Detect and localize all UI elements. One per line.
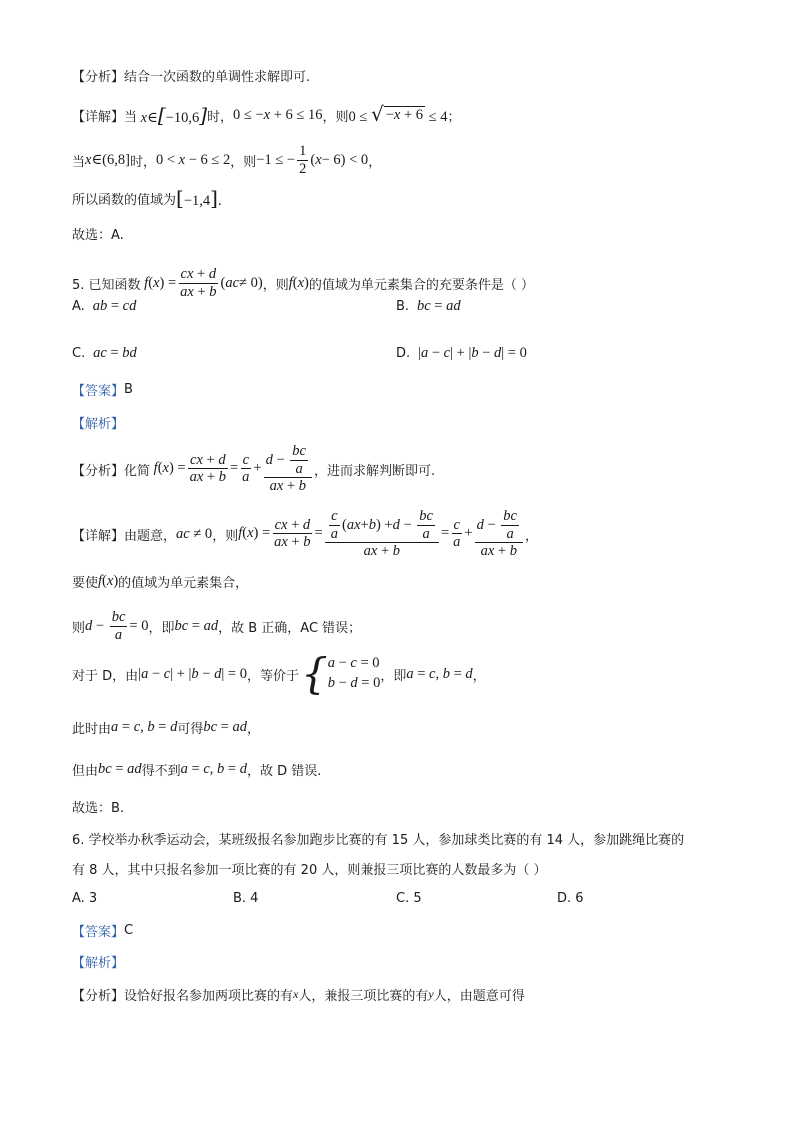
q5-system-brace: { a − c = 0 b − d = 0	[300, 649, 381, 698]
q6-option-c: C. 5	[396, 891, 422, 906]
q5-here-line: 此时由 a = c, b = d 可得 bc = ad ，	[72, 719, 260, 737]
q6-solution-tag-line: 【解析】	[72, 956, 125, 971]
q5-answer-line	[72, 380, 754, 399]
q5-answer-value: B	[124, 382, 133, 397]
q5-detail-line: 【详解】 由题意， ac ≠ 0 ，则 f ( x ) = $\frac{cx + d}{ax + b}$ = $\frac{c}{a}$ ( ax + b ) + d − $\frac{bc}{a}$ ax + b = $\frac{c}{a}$ + d − $\frac{bc}{a}$ ax + b ，	[72, 507, 538, 560]
q4-analysis-line	[72, 66, 754, 85]
q4-ineq-frac: −1 ≤ − $\frac{1}{2}$ ( x − 6) < 0	[256, 143, 369, 177]
q4-range-value: [−1,4].	[176, 186, 222, 210]
q5-analysis-line: 【分析】 化简 f ( x ) = $\frac{cx + d}{ax + b}$ = $\frac{c}{a}$ + d − $\frac{bc}{a}$ ax + b ，进而求解判断即可.	[72, 442, 436, 495]
q5-option-a: A. ab = cd	[72, 298, 137, 314]
q6-option-d: D. 6	[557, 891, 584, 906]
q4-ineq-sqrt: 0 ≤ √ −x + 6 ≤ 4	[348, 102, 448, 126]
q6-stem-line-1: 6. 学校举办秋季运动会，某班级报名参加跑步比赛的有 15 人，参加球类比赛的有 14 人，参加跳绳比赛的	[72, 833, 685, 848]
q6-analysis-line: 【分析】 设恰好报名参加两项比赛的有 x 人，兼报三项比赛的有 y 人，由题意可得	[72, 987, 525, 1004]
q5-option-b: B. bc = ad	[396, 298, 461, 314]
q5-function-def: f ( x ) = $\frac{cx + d}{ax + b}$ ( ac ≠ 0)	[140, 266, 263, 300]
q5-but-line: 但由 bc = ad 得不到 a = c, b = d ，故 D 错误.	[72, 761, 322, 779]
solution-tag: 【解析】	[72, 417, 125, 432]
q4-choice-line: 故选：A.	[72, 228, 124, 243]
q4-detail-line-1: 【详解】 当 x∈[−10,6] 时， 0 ≤ −x + 6 ≤ 16 ，则 0 ≤ √ −x + 6 ≤ 4 ；	[72, 102, 461, 127]
q4-analysis-text: 结合一次函数的单调性求解即可.	[124, 70, 311, 85]
analysis-tag: 【分析】	[72, 70, 125, 85]
q4-detail-line-2: 当 x∈(6,8] 时， 0 < x − 6 ≤ 2 ，则 −1 ≤ − $\frac{1}{2}$ ( x − 6) < 0 ，	[72, 143, 382, 177]
answer-tag: 【答案】	[72, 384, 125, 399]
q5-option-d: D. |a − c| + |b − d| = 0	[396, 345, 527, 361]
q4-range-line: 所以函数的值域为 [−1,4].	[72, 186, 222, 210]
q6-stem-line-2: 有 8 人，其中只报名参加一项比赛的有 20 人，则兼报三项比赛的人数最多为（ ）	[72, 863, 547, 878]
q4-ineq-2: 0 < x − 6 ≤ 2	[155, 151, 231, 168]
q5-option-d-analysis: 对于 D，由 |a − c| + |b − d| = 0 ，等价于 { a − c = 0 b − d = 0 ，即 a = c, b = d ，	[72, 649, 486, 698]
q4-ineq-1: 0 ≤ −x + 6 ≤ 16	[233, 106, 323, 123]
q4-domain-1: x∈[−10,6]	[137, 103, 208, 127]
q5-choice-line: 故选：B.	[72, 801, 125, 816]
q4-domain-2: x∈(6,8]	[85, 151, 130, 168]
q6-answer-line: 【答案】 C	[72, 923, 134, 940]
q5-detail-derivation: f ( x ) = $\frac{cx + d}{ax + b}$ = $\frac{c}{a}$ ( ax + b ) + d − $\frac{bc}{a}$ ax + b = $\frac{c}{a}$ + d − $\frac{bc}{a}$ ax + b	[238, 508, 525, 560]
q6-option-b: B. 4	[233, 891, 259, 906]
q5-solution-tag-line	[72, 413, 754, 432]
detail-tag: 【详解】	[72, 109, 125, 125]
q6-option-a: A. 3	[72, 891, 98, 906]
q5-simplified-form: f ( x ) = $\frac{cx + d}{ax + b}$ = $\frac{c}{a}$ + d − $\frac{bc}{a}$ ax + b	[150, 443, 314, 495]
q5-stem: 5. 已知函数 f ( x ) = $\frac{cx + d}{ax + b}$ ( ac ≠ 0) ，则 f(x) 的值域为单元素集合的充要条件是（ ）	[72, 266, 535, 300]
q6-answer-value: C	[124, 923, 134, 938]
q5-single-set-line: 要使 f(x) 的值域为单元素集合，	[72, 573, 249, 591]
q5-option-c: C. ac = bd	[72, 345, 137, 361]
q5-condition-line: 则 d − $\frac{bc}{a}$ = 0 ，即 bc = ad ，故 B 正确，AC 错误；	[72, 608, 362, 643]
